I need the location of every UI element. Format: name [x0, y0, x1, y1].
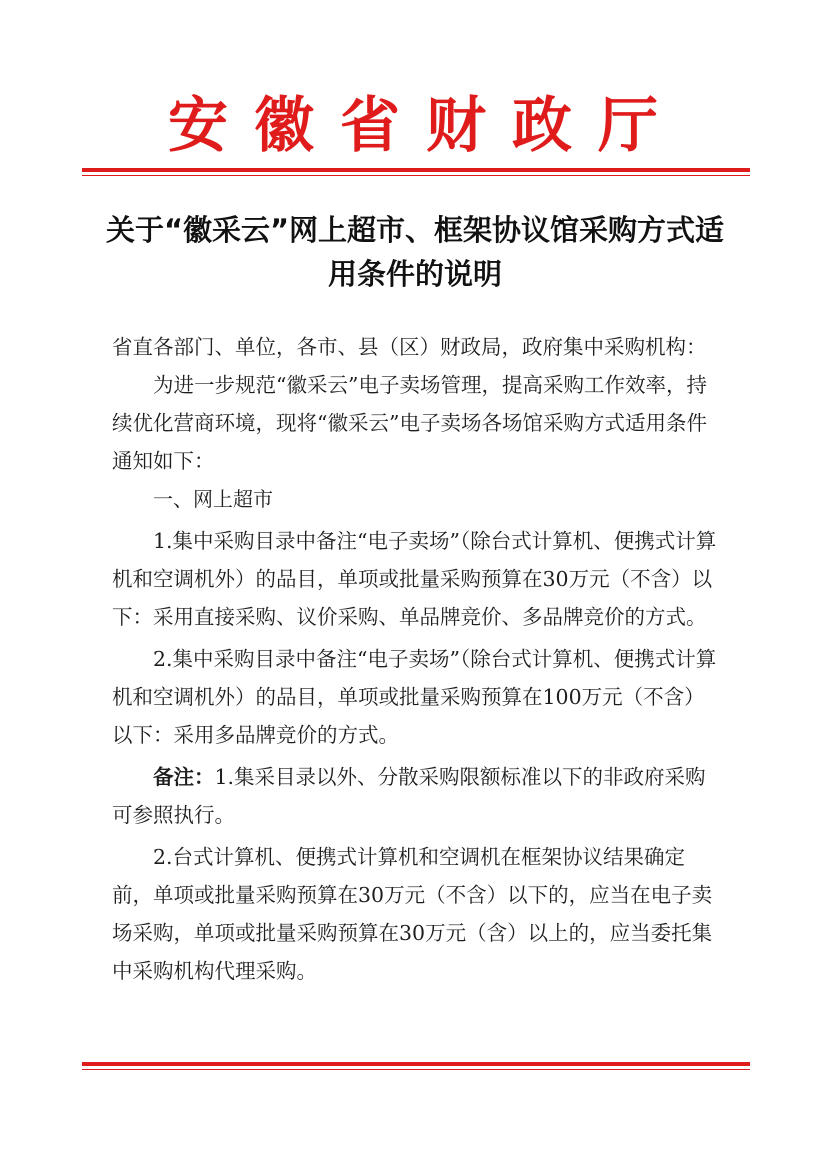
section-heading-1: 一、网上超市 [153, 487, 273, 511]
rule-thick-line [82, 168, 750, 172]
salutation: 省直各部门、单位，各市、县（区）财政局，政府集中采购机构： [112, 335, 707, 359]
footer-rule-thick-line [82, 1062, 750, 1066]
intro-paragraph: 为进一步规范“徽采云”电子卖场管理，提高采购工作效率，持续优化营商环境，现将“徽采云”电子卖场各场馆采购方式适用条件通知如下： [112, 373, 707, 473]
masthead-title: 安徽省财政厅 [168, 91, 684, 161]
note-label: 备注： [153, 765, 215, 789]
note-paragraph-2: 2.台式计算机、便携式计算机和空调机在框架协议结果确定前，单项或批量采购预算在30万元（不含）以下的，应当在电子卖场采购，单项或批量采购预算在30万元（含）以上的，应当委托集中采购机构代理采购。 [112, 845, 713, 983]
rule-thin-line [82, 175, 750, 176]
footer-rule-thin-line [82, 1069, 750, 1070]
section1-item2: 2.集中采购目录中备注“电子卖场”（除台式计算机、便携式计算机和空调机外）的品目，单项或批量采购预算在100万元（不含）以下：采用多品牌竞价的方式。 [112, 647, 717, 747]
note-text-1: 1.集采目录以外、分散采购限额标准以下的非政府采购可参照执行。 [112, 765, 706, 827]
footer-rule [82, 1062, 750, 1070]
document-title: 关于“徽采云”网上超市、框架协议馆采购方式适用条件的说明 [105, 213, 725, 291]
masthead-rule [82, 168, 750, 176]
document-body [112, 328, 724, 990]
section1-item1: 1.集中采购目录中备注“电子卖场”（除台式计算机、便携式计算机和空调机外）的品目，单项或批量采购预算在30万元（不含）以下：采用直接采购、议价采购、单品牌竞价、多品牌竞价的方式。 [112, 529, 717, 629]
note-paragraph-1 [112, 758, 724, 834]
